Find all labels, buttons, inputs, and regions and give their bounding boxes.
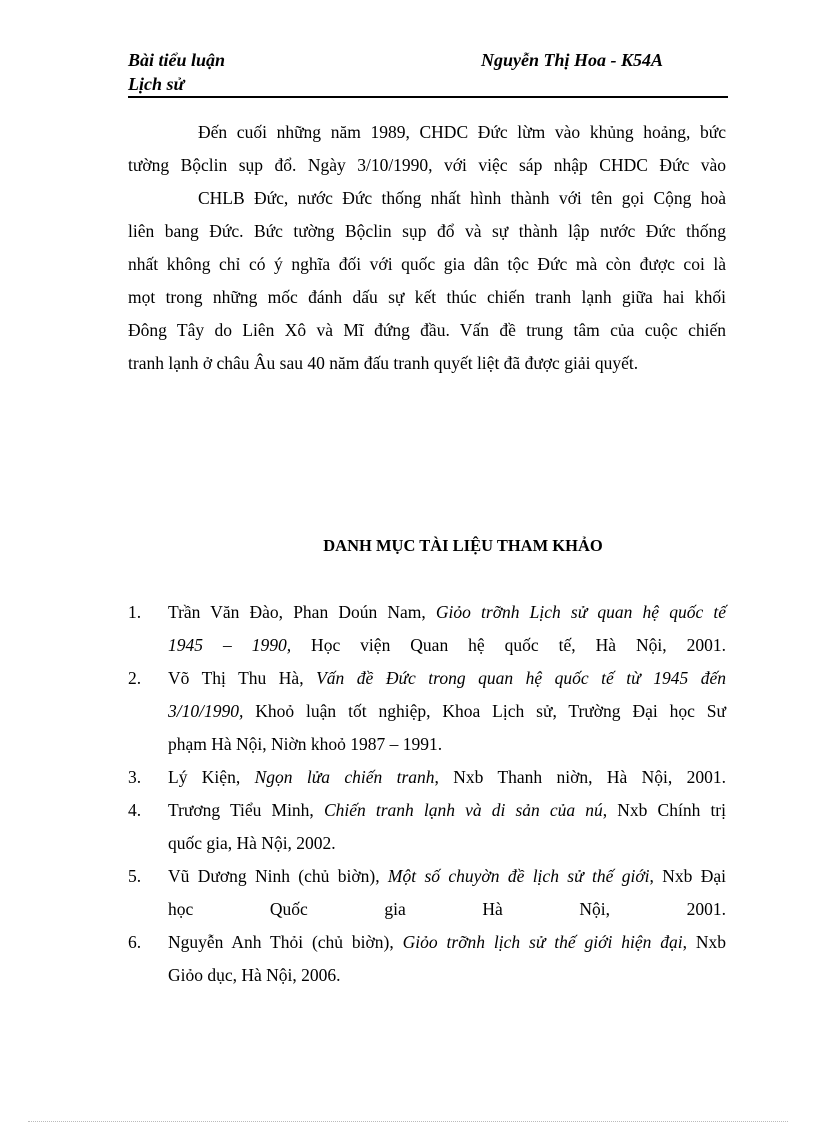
- body-line: liên bang Đức. Bức tường Bộclin sụp đổ và sự thành lập nước Đức thống: [128, 221, 726, 241]
- reference-publisher: Học viện Quan hệ quốc tế, Hà Nội, 2001.: [291, 635, 726, 655]
- reference-line: Giỏo dục, Hà Nội, 2006.: [168, 965, 341, 985]
- reference-title: Chiến tranh lạnh và di sản của nú: [323, 800, 603, 820]
- reference-publisher: , Nxb Đại: [649, 866, 727, 886]
- body-line: mọt trong những mốc đánh dấu sự kết thúc chiến tranh lạnh giữa hai khối: [128, 287, 726, 307]
- reference-title: Giỏo trỡnh Lịch sử quan hệ quốc tế: [435, 602, 726, 622]
- reference-number: 4.: [128, 800, 142, 820]
- reference-title: Giỏo trỡnh lịch sử thế giới hiện đại: [402, 932, 683, 952]
- reference-authors: Nguyễn Anh Thỏi (chủ biờn),: [168, 932, 403, 952]
- reference-item: [128, 794, 726, 860]
- reference-item: [128, 662, 726, 761]
- header-subject: Lịch sử: [128, 74, 185, 94]
- body-line: Đến cuối những năm 1989, CHDC Đức lừm vào khủng hoảng, bức: [198, 122, 726, 142]
- header-divider: [128, 96, 728, 98]
- reference-title: 3/10/1990,: [168, 701, 244, 721]
- reference-line: [168, 761, 726, 794]
- reference-authors: Vũ Dương Ninh (chủ biờn),: [168, 866, 388, 886]
- reference-number: 1.: [128, 602, 142, 622]
- reference-number: 3.: [128, 767, 142, 787]
- reference-item: [128, 761, 726, 794]
- reference-title: Một số chuyờn đề lịch sử thế giới: [387, 866, 650, 886]
- reference-line: [168, 662, 726, 695]
- reference-number: 2.: [128, 668, 142, 688]
- body-line: tường Bộclin sụp đổ. Ngày 3/10/1990, với việc sáp nhập CHDC Đức vào: [128, 155, 726, 175]
- reference-title: Ngọn lửa chiến tranh: [254, 767, 435, 787]
- reference-title: 1945 – 1990,: [168, 635, 292, 655]
- reference-publisher: , Nxb: [682, 932, 727, 952]
- reference-line: [168, 695, 726, 728]
- reference-line: phạm Hà Nội, Niờn khoỏ 1987 – 1991.: [168, 734, 443, 754]
- reference-line: [168, 596, 726, 629]
- reference-line: [168, 794, 726, 827]
- reference-authors: Lý Kiện,: [168, 767, 255, 787]
- reference-title: Vấn đề Đức trong quan hệ quốc tế từ 1945 đến: [316, 668, 726, 688]
- reference-line: quốc gia, Hà Nội, 2002.: [168, 833, 336, 853]
- reference-publisher: , Nxb Thanh niờn, Hà Nội, 2001.: [434, 767, 726, 787]
- reference-line: [168, 926, 726, 959]
- reference-item: [128, 860, 726, 926]
- reference-publisher: Khoỏ luận tốt nghiệp, Khoa Lịch sử, Trường Đại học Sư: [243, 701, 726, 721]
- body-line: nhất không chỉ có ý nghĩa đối với quốc gia dân tộc Đức mà còn được coi là: [128, 254, 726, 274]
- reference-item: [128, 926, 726, 992]
- reference-item: [128, 596, 726, 662]
- header-author: Nguyễn Thị Hoa - K54A: [481, 50, 664, 70]
- reference-line: [168, 860, 726, 893]
- reference-authors: Trương Tiểu Minh,: [168, 800, 324, 820]
- body-paragraph: [128, 116, 726, 380]
- header-course-title: Bài tiểu luận: [128, 50, 226, 70]
- reference-line: học Quốc gia Hà Nội, 2001.: [168, 899, 726, 919]
- page-bottom-edge: [28, 1121, 788, 1122]
- body-line: CHLB Đức, nước Đức thống nhất hình thành với tên gọi Cộng hoà: [198, 188, 726, 208]
- reference-list: [128, 596, 726, 992]
- body-line: Đông Tây do Liên Xô và Mĩ đứng đầu. Vấn đề trung tâm của cuộc chiến: [128, 320, 726, 340]
- reference-authors: Trần Văn Đào, Phan Doún Nam,: [168, 602, 436, 622]
- reference-line: [168, 629, 726, 662]
- references-title: DANH MỤC TÀI LIỆU THAM KHẢO: [323, 536, 603, 555]
- reference-authors: Võ Thị Thu Hà,: [168, 668, 317, 688]
- body-line: tranh lạnh ở châu Âu sau 40 năm đấu tranh quyết liệt đã được giải quyết.: [128, 353, 639, 373]
- reference-number: 6.: [128, 932, 142, 952]
- reference-number: 5.: [128, 866, 142, 886]
- reference-publisher: , Nxb Chính trị: [602, 800, 726, 820]
- header-left: [128, 48, 225, 96]
